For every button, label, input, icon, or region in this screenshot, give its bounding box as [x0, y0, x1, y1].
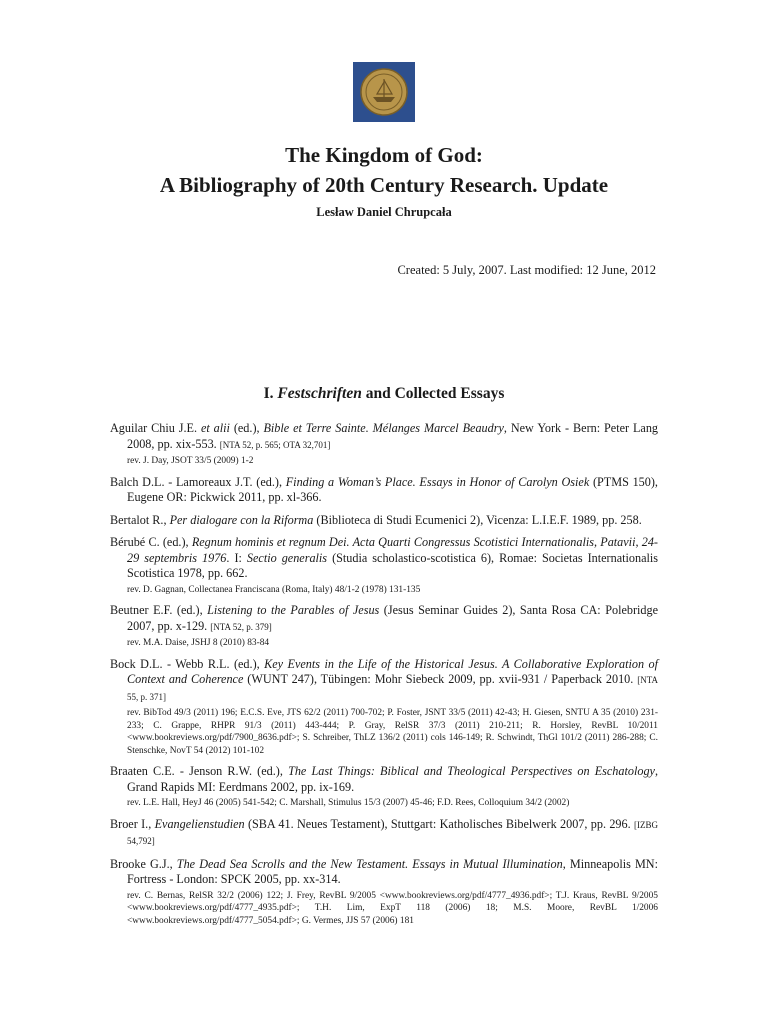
entry-reference: Broer I., Evangelienstudien (SBA 41. Neues Testament), Stuttgart: Katholisches Bibelwerk 2007, pp. 296. [IZBG 54,792]	[110, 816, 659, 846]
bibliography-entry	[110, 535, 658, 596]
title-line-2: A Bibliography of 20th Century Research. Update	[159, 173, 609, 197]
bibliography-entry	[110, 475, 658, 506]
document-title	[0, 140, 768, 200]
entry-review: rev. J. Day, JSOT 33/5 (2009) 1-2	[127, 456, 254, 466]
entry-note: [IZBG 54,792]	[127, 819, 659, 846]
created-date: Created: 5 July, 2007. Last modified: 12 June, 2012	[397, 263, 656, 277]
entry-reference: Beutner E.F. (ed.), Listening to the Parables of Jesus (Jesus Seminar Guides 2), Santa Rosa CA: Polebridge 2007, pp. x-129. [NTA 52, p. 379]	[110, 603, 658, 633]
section-italic: Festschriften	[277, 385, 362, 402]
entry-reference: Balch D.L. - Lamoreaux J.T. (ed.), Finding a Woman’s Place. Essays in Honor of Carolyn Osiek (PTMS 150), Eugene OR: Pickwick 2011, pp. xl-366.	[110, 474, 658, 504]
bibliography-entry	[110, 421, 658, 468]
section-rest: and Collected Essays	[365, 385, 505, 402]
entry-reference: Brooke G.J., The Dead Sea Scrolls and the New Testament. Essays in Mutual Illumination, Minneapolis MN: Fortress - London: SPCK 2005, pp. xx-314.	[110, 856, 658, 886]
entry-review: rev. C. Bernas, RelSR 32/2 (2006) 122; J. Frey, RevBL 9/2005 <www.bookreviews.org/pdf/4777_4936.pdf>; T.J. Kraus, RevBL 9/2005 <www.bookreviews.org/pdf/4777_4935.pdf>; T.H. Lim, ExpT 118 (2006) 18; M.S. Moore, RevBL 1/2006 <www.bookreviews.org/pdf/4777_5054.pdf>; G. Vermes, JJS 57 (2006) 181	[127, 890, 658, 926]
seal-logo-icon	[359, 67, 409, 117]
author-name: Lesław Daniel Chrupcała	[316, 205, 452, 219]
entry-review: rev. D. Gagnan, Collectanea Franciscana (Roma, Italy) 48/1-2 (1978) 131-135	[127, 584, 421, 595]
entry-note: [NTA 52, p. 379]	[210, 621, 272, 632]
entry-reference: Aguilar Chiu J.E. et alii (ed.), Bible et Terre Sainte. Mélanges Marcel Beaudry, New York - Bern: Peter Lang 2008, pp. xix-553. [NTA 52, p. 565; OTA 32,701]	[110, 421, 659, 451]
section-heading	[0, 385, 768, 403]
bibliography-entry	[110, 764, 658, 810]
entry-note: [NTA 55, p. 371]	[127, 675, 658, 702]
entry-review: rev. L.E. Hall, HeyJ 46 (2005) 541-542; C. Marshall, Stimulus 15/3 (2007) 45-46; F.D. Rees, Colloquium 34/2 (2002)	[127, 798, 570, 808]
bibliography-entry	[110, 857, 658, 928]
bibliography-list	[110, 421, 658, 934]
bibliography-entry	[110, 817, 658, 850]
entry-reference: Bock D.L. - Webb R.L. (ed.), Key Events in the Life of the Historical Jesus. A Collaborative Exploration of Context and Coherence (WUNT 247), Tübingen: Mohr Siebeck 2009, pp. xvii-931 / Paperback 2010. [NTA 55, p. 371]	[110, 656, 658, 702]
bibliography-entry	[110, 513, 658, 529]
bibliography-entry	[110, 657, 658, 758]
entry-reference: Bertalot R., Per dialogare con la Riforma (Biblioteca di Studi Ecumenici 2), Vicenza: L.I.E.F. 1989, pp. 258.	[110, 512, 642, 527]
entry-note: [NTA 52, p. 565; OTA 32,701]	[219, 439, 331, 450]
entry-reference: Bérubé C. (ed.), Regnum hominis et regnum Dei. Acta Quarti Congressus Scotistici Internationalis, Patavii, 24-29 septembris 1976. I: Sectio generalis (Studia scholastico-scotistica 6), Romae: Societas Internationalis Scotistica 1978, pp. 662.	[110, 535, 658, 580]
entry-review: rev. BibTod 49/3 (2011) 196; E.C.S. Eve, JTS 62/2 (2011) 700-702; P. Foster, JSNT 33/5 (2011) 42-43; H. Giesen, SNTU A 35 (2010) 231-233; C. Grappe, RHPR 91/3 (2011) 443-444; P. Gray, RelSR 37/3 (2011) 210-211; R. Horsley, RevBL 10/2011 <www.bookreviews.org/pdf/7900_8636.pdf>; S. Schreiber, ThLZ 136/2 (2011) cols 146-149; R. Schwindt, ThGl 101/2 (2011) 286-288; C. Stenschke, NovT 54 (2012) 101-102	[127, 708, 658, 756]
bibliography-entry	[110, 603, 658, 650]
entry-review: rev. M.A. Daise, JSHJ 8 (2010) 83-84	[127, 638, 270, 648]
title-line-1: The Kingdom of God:	[285, 143, 483, 167]
entry-reference: Braaten C.E. - Jenson R.W. (ed.), The Last Things: Biblical and Theological Perspectives on Eschatology, Grand Rapids MI: Eerdmans 2002, pp. ix-169.	[110, 764, 658, 794]
seal-logo	[353, 62, 415, 122]
section-number: I.	[263, 385, 274, 402]
